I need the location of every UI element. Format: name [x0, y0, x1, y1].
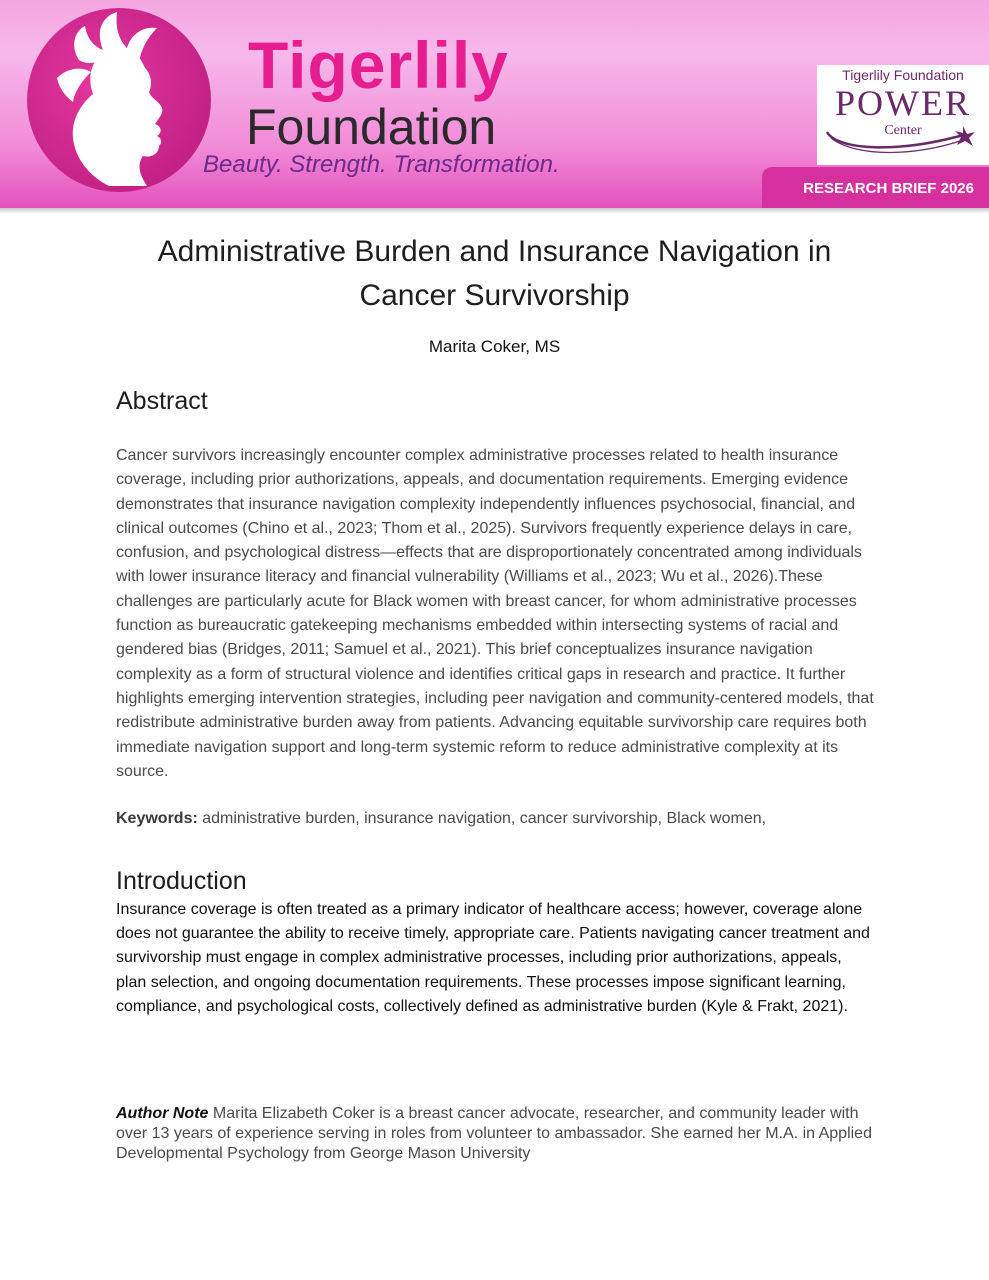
swoosh-lily-icon — [817, 120, 989, 165]
power-center-main-text: POWER — [835, 83, 971, 123]
keywords-label: Keywords: — [116, 810, 198, 827]
power-center-top-text: Tigerlily Foundation — [842, 67, 964, 83]
power-center-sub-text: Center — [884, 123, 922, 138]
author-note-text: Marita Elizabeth Coker is a breast cancer advocate, researcher, and community leader with over 13 years of experience serving in roles from volunteer to ambassador. She earned her M.A. in Applied Developmental Psychology from George Mason University — [116, 1105, 872, 1162]
keywords-line — [116, 807, 876, 831]
power-center-logo — [817, 65, 989, 165]
page-title: Administrative Burden and Insurance Navigation in Cancer Survivorship — [157, 235, 832, 312]
introduction-body: Insurance coverage is often treated as a primary indicator of healthcare access; however, coverage alone does not guarantee the ability to receive timely, appropriate care. Patients navigating cancer treatment and survivorship must engage in complex administrative processes, including prior authorizations, appeals, plan selection, and ongoing documentation requirements. These processes impose significant learning, compliance, and psychological costs, collectively defined as administrative burden (Kyle & Frakt, 2021). — [116, 901, 870, 1015]
keywords-list: administrative burden, insurance navigation, cancer survivorship, Black women, — [197, 810, 767, 827]
header-banner — [0, 0, 989, 210]
author-note — [116, 1104, 886, 1164]
research-brief-badge — [762, 167, 989, 210]
author-name: Marita Coker, MS — [428, 337, 561, 356]
introduction-heading: Introduction — [116, 867, 247, 895]
author-note-label: Author Note — [116, 1105, 209, 1122]
abstract-heading: Abstract — [116, 387, 208, 415]
header-divider — [0, 208, 989, 214]
lily-face-logo-icon — [27, 8, 211, 192]
research-brief-label: RESEARCH BRIEF 2026 — [803, 180, 974, 197]
brand-tagline: Beauty. Strength. Transformation. — [203, 151, 560, 178]
brand-name: Tigerlily — [248, 28, 509, 102]
abstract-body: Cancer survivors increasingly encounter complex administrative processes related to health insurance coverage, including prior authorizations, appeals, and documentation requirements. Emerging evidence demonstrates that insurance navigation complexity independently influences psychosocial, financial, and clinical outcomes (Chino et al., 2023; Thom et al., 2025). Survivors frequently experience delays in care, confusion, and psychological distress—effects that are disproportionately concentrated among individuals with lower insurance literacy and financial vulnerability (Williams et al., 2023; Wu et al., 2026).These challenges are particularly acute for Black women with breast cancer, for whom administrative processes function as bureaucratic gatekeeping mechanisms embedded within intersecting systems of racial and gendered bias (Bridges, 2011; Samuel et al., 2021). This brief conceptualizes insurance navigation complexity as a form of structural violence and identifies critical gaps in research and practice. It further highlights emerging intervention strategies, including peer navigation and community-centered models, that redistribute administrative burden away from patients. Advancing equitable survivorship care requires both immediate navigation support and long-term systemic reform to reduce administrative complexity at its source. — [116, 447, 874, 780]
brand-subtitle: Foundation — [246, 99, 497, 155]
